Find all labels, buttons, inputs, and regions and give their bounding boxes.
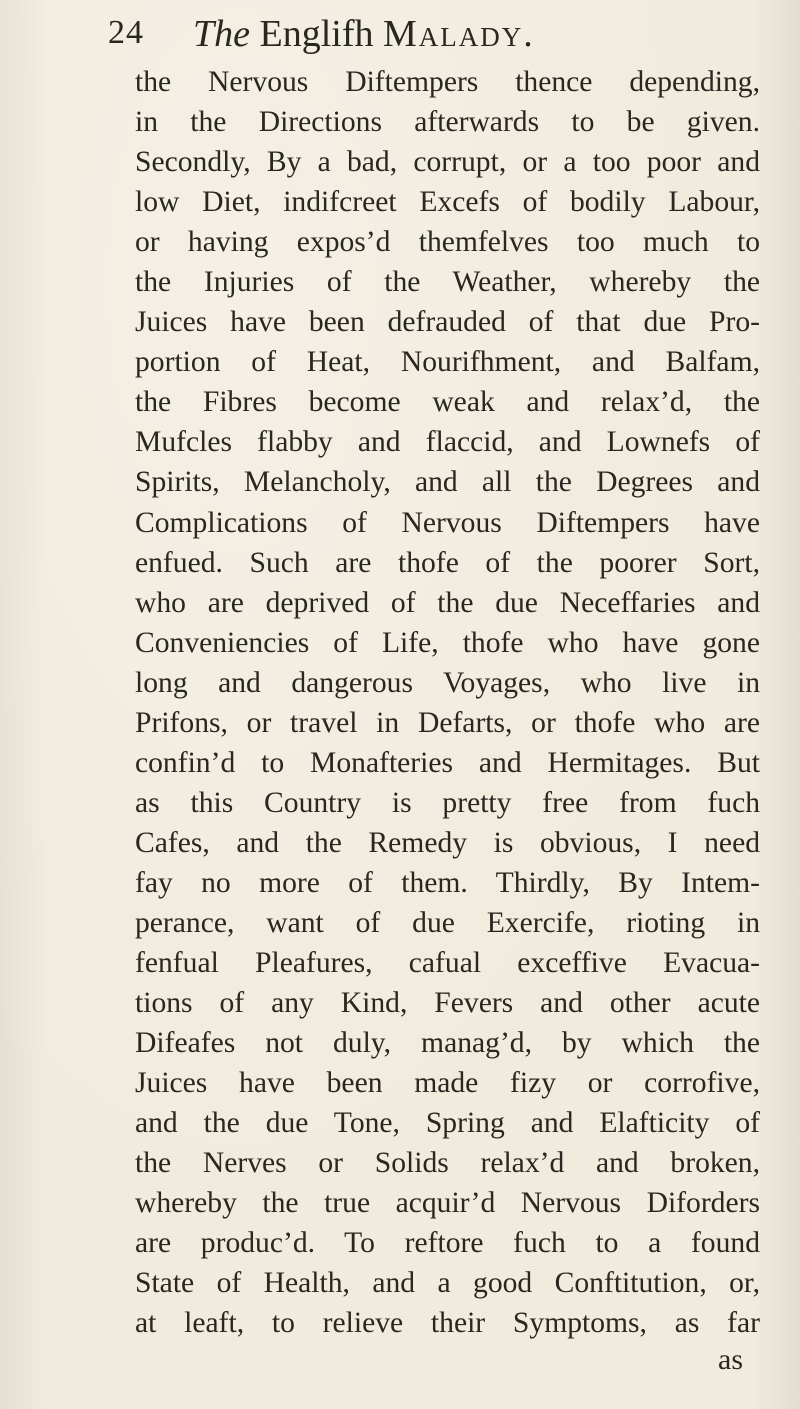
text-line: tions of any Kind, Fevers and other acute [135, 987, 760, 1020]
text-line: in the Directions afterwards to be given. [135, 106, 760, 139]
text-line: Prifons, or travel in Defarts, or thofe who are [135, 706, 760, 739]
text-line: Cafes, and the Remedy is obvious, I need [135, 826, 760, 859]
running-title-middle: Englifh [259, 13, 374, 55]
running-title [193, 12, 535, 56]
text-line: or having expos’d themfelves too much to [135, 226, 760, 259]
text-line: Secondly, By a bad, corrupt, or a too poor and [135, 146, 760, 179]
text-line: Complications of Nervous Diftempers have [135, 506, 760, 539]
text-line: enfued. Such are thofe of the poorer Sort, [135, 546, 760, 579]
text-line: the Nervous Diftempers thence depending, [135, 66, 760, 98]
text-line: Conveniencies of Life, thofe who have gone [135, 626, 760, 659]
text-line: Juices have been made fizy or corrofive, [135, 1067, 760, 1100]
text-line: as this Country is pretty free from fuch [135, 786, 760, 819]
text-line: Spirits, Melancholy, and all the Degrees and [135, 466, 760, 499]
page-number: 24 [108, 14, 144, 51]
text-line: Difeafes not duly, manag’d, by which the [135, 1027, 760, 1060]
text-line: and the due Tone, Spring and Elafticity of [135, 1107, 760, 1140]
text-line: perance, want of due Exercife, rioting in [135, 906, 760, 939]
text-line: State of Health, and a good Conftitution, or, [135, 1267, 760, 1300]
text-line: low Diet, indifcreet Excefs of bodily Labour, [135, 186, 760, 219]
text-line: fenfual Pleafures, cafual exceffive Evacua- [135, 947, 760, 980]
body-text [135, 62, 760, 1344]
catchword: as [718, 1343, 743, 1376]
text-line: who are deprived of the due Neceffaries and [135, 586, 760, 619]
text-line: portion of Heat, Nourifhment, and Balfam, [135, 346, 760, 379]
text-line: Juices have been defrauded of that due Pro- [135, 306, 760, 339]
page-header [108, 4, 748, 64]
running-title-suffix: Malady. [382, 13, 535, 55]
text-line: long and dangerous Voyages, who live in [135, 666, 760, 699]
text-line: the Nerves or Solids relax’d and broken, [135, 1147, 760, 1180]
text-line: are produc’d. To reftore fuch to a found [135, 1227, 760, 1260]
text-line: Mufcles flabby and flaccid, and Lownefs of [135, 426, 760, 459]
text-line: whereby the true acquir’d Nervous Diforders [135, 1187, 760, 1220]
text-line: confin’d to Monafteries and Hermitages. But [135, 746, 760, 779]
running-title-prefix: The [193, 13, 250, 55]
text-line: the Injuries of the Weather, whereby the [135, 266, 760, 299]
text-line: at leaft, to relieve their Symptoms, as far [135, 1307, 760, 1340]
text-line: fay no more of them. Thirdly, By Intem- [135, 866, 760, 899]
text-line: the Fibres become weak and relax’d, the [135, 386, 760, 419]
